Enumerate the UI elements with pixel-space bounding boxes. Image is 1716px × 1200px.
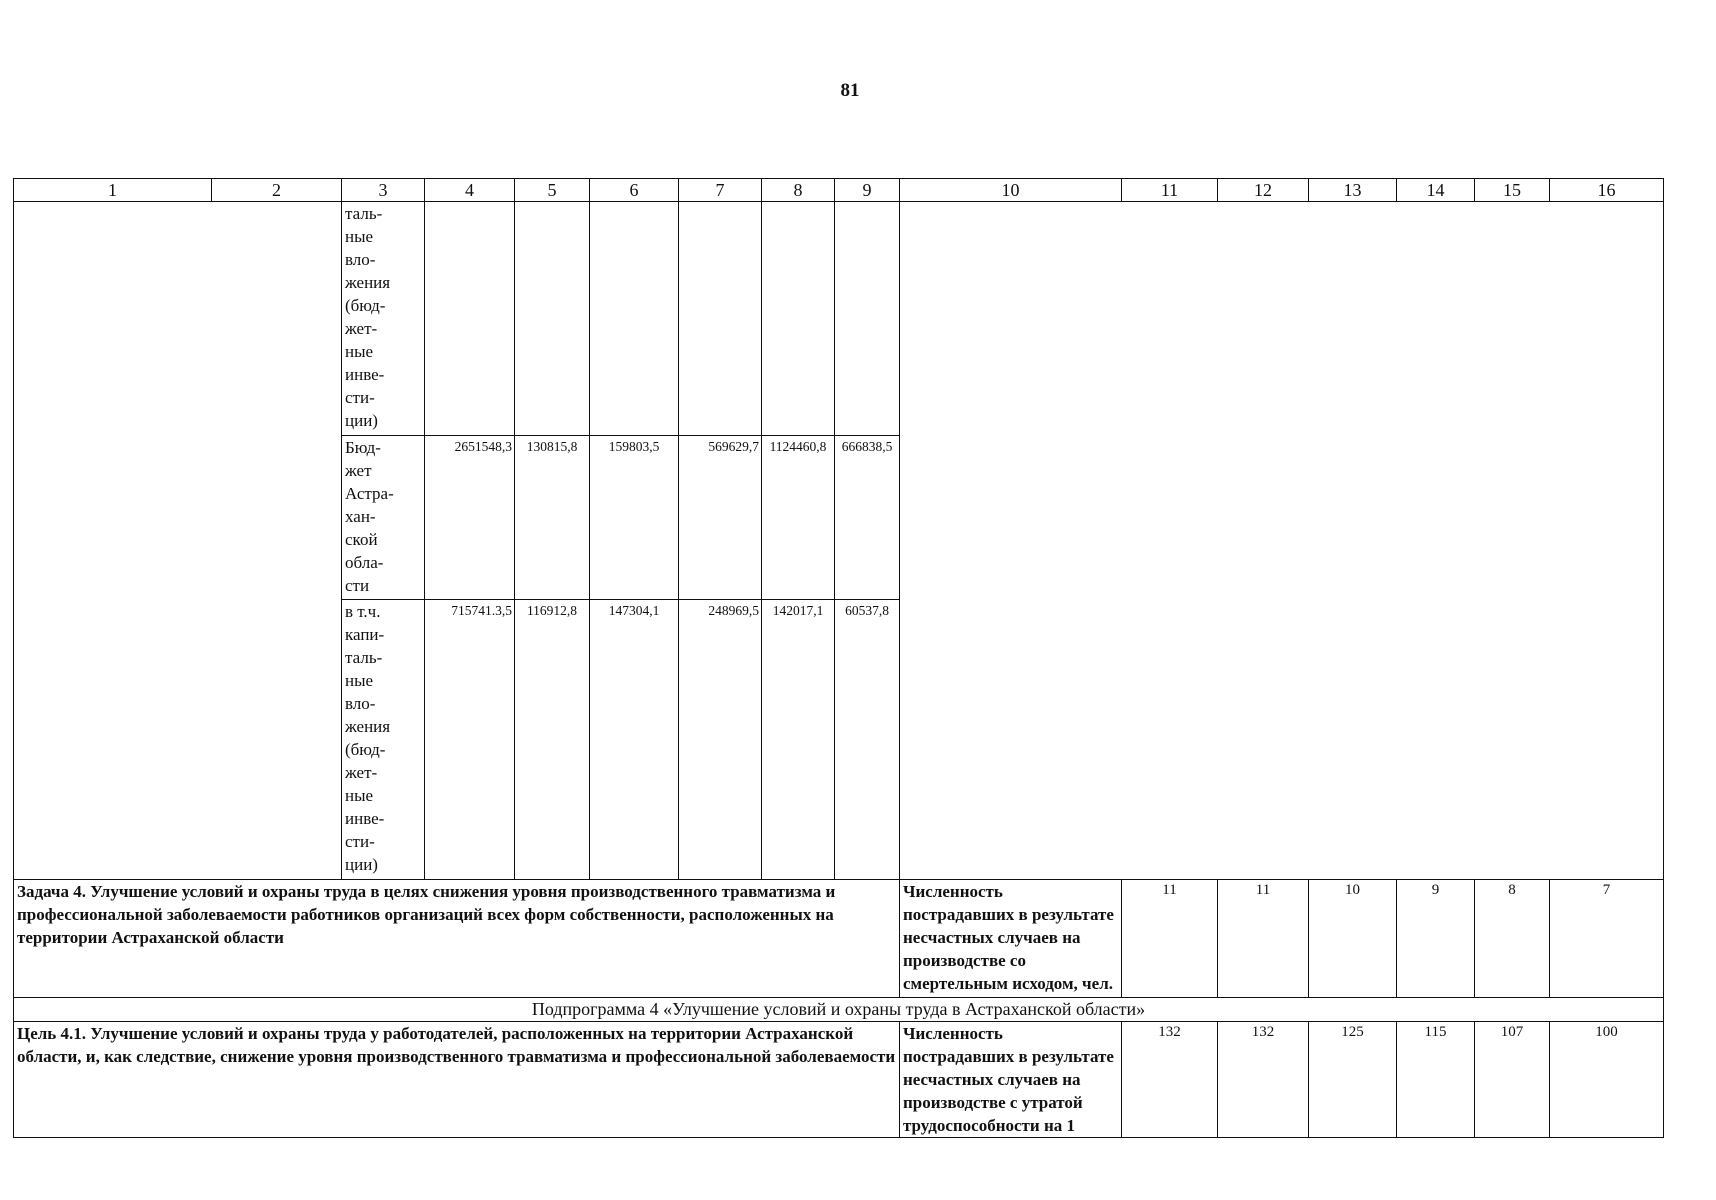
value-cell: 147304,1	[590, 600, 679, 880]
col-header: 1	[14, 179, 212, 202]
value-cell: 60537,8	[835, 600, 900, 880]
funding-source-cell: Бюд- жет Астра- хан- ской обла- сти	[342, 436, 425, 600]
empty-cell	[14, 202, 342, 880]
page-number: 81	[840, 80, 860, 101]
col-header: 2	[212, 179, 342, 202]
goal-row	[14, 1022, 1664, 1138]
task-4-indicator: Численность пострадавших в результате несчастных случаев на производстве со смертельным исходом, чел.	[900, 880, 1122, 998]
funding-source-cell: в т.ч. капи- таль- ные вло- жения (бюд- жет- ные инве- сти- ции)	[342, 600, 425, 880]
target-value: 10	[1309, 880, 1397, 998]
value-cell	[835, 202, 900, 436]
target-value: 11	[1218, 880, 1309, 998]
target-value: 8	[1475, 880, 1550, 998]
funding-source-cell: таль- ные вло- жения (бюд- жет- ные инве- сти- ции)	[342, 202, 425, 436]
goal-4-1-text: Цель 4.1. Улучшение условий и охраны труда у работодателей, расположенных на территории Астраханской области, и, как следствие, снижение уровня производственного травматизма и профессиональной заболеваемости	[14, 1022, 900, 1138]
value-cell	[679, 202, 762, 436]
target-value: 100	[1550, 1022, 1664, 1138]
target-value: 107	[1475, 1022, 1550, 1138]
value-cell	[590, 202, 679, 436]
value-cell: 1124460,8	[762, 436, 835, 600]
col-header: 8	[762, 179, 835, 202]
column-number-row	[14, 179, 1664, 202]
col-header: 9	[835, 179, 900, 202]
col-header: 14	[1397, 179, 1475, 202]
col-header: 13	[1309, 179, 1397, 202]
value-cell: 569629,7	[679, 436, 762, 600]
col-header: 4	[425, 179, 515, 202]
col-header: 16	[1550, 179, 1664, 202]
target-value: 7	[1550, 880, 1664, 998]
value-cell: 666838,5	[835, 436, 900, 600]
target-value: 11	[1122, 880, 1218, 998]
target-value: 115	[1397, 1022, 1475, 1138]
task-4-text: Задача 4. Улучшение условий и охраны труда в целях снижения уровня производственного травматизма и профессиональной заболеваемости работников организаций всех форм собственности, расположенных на территории Астраханской области	[14, 880, 900, 998]
task-row	[14, 880, 1664, 998]
subprogram-row	[14, 998, 1664, 1022]
subprogram-title: Подпрограмма 4 «Улучшение условий и охраны труда в Астраханской области»	[14, 998, 1664, 1022]
target-value: 132	[1218, 1022, 1309, 1138]
col-header: 7	[679, 179, 762, 202]
value-cell	[762, 202, 835, 436]
col-header: 11	[1122, 179, 1218, 202]
value-cell: 2651548,3	[425, 436, 515, 600]
target-value: 132	[1122, 1022, 1218, 1138]
value-cell	[515, 202, 590, 436]
col-header: 6	[590, 179, 679, 202]
col-header: 10	[900, 179, 1122, 202]
table-row	[14, 202, 1664, 436]
goal-4-1-indicator: Численность пострадавших в результате несчастных случаев на производстве с утратой трудоспособности на 1	[900, 1022, 1122, 1138]
col-header: 5	[515, 179, 590, 202]
value-cell: 248969,5	[679, 600, 762, 880]
col-header: 3	[342, 179, 425, 202]
value-cell: 116912,8	[515, 600, 590, 880]
program-table	[13, 178, 1664, 1138]
col-header: 15	[1475, 179, 1550, 202]
target-value: 9	[1397, 880, 1475, 998]
value-cell: 715741.3,5	[425, 600, 515, 880]
value-cell	[425, 202, 515, 436]
value-cell: 142017,1	[762, 600, 835, 880]
target-value: 125	[1309, 1022, 1397, 1138]
value-cell: 130815,8	[515, 436, 590, 600]
col-header: 12	[1218, 179, 1309, 202]
empty-cell	[900, 202, 1664, 880]
value-cell: 159803,5	[590, 436, 679, 600]
